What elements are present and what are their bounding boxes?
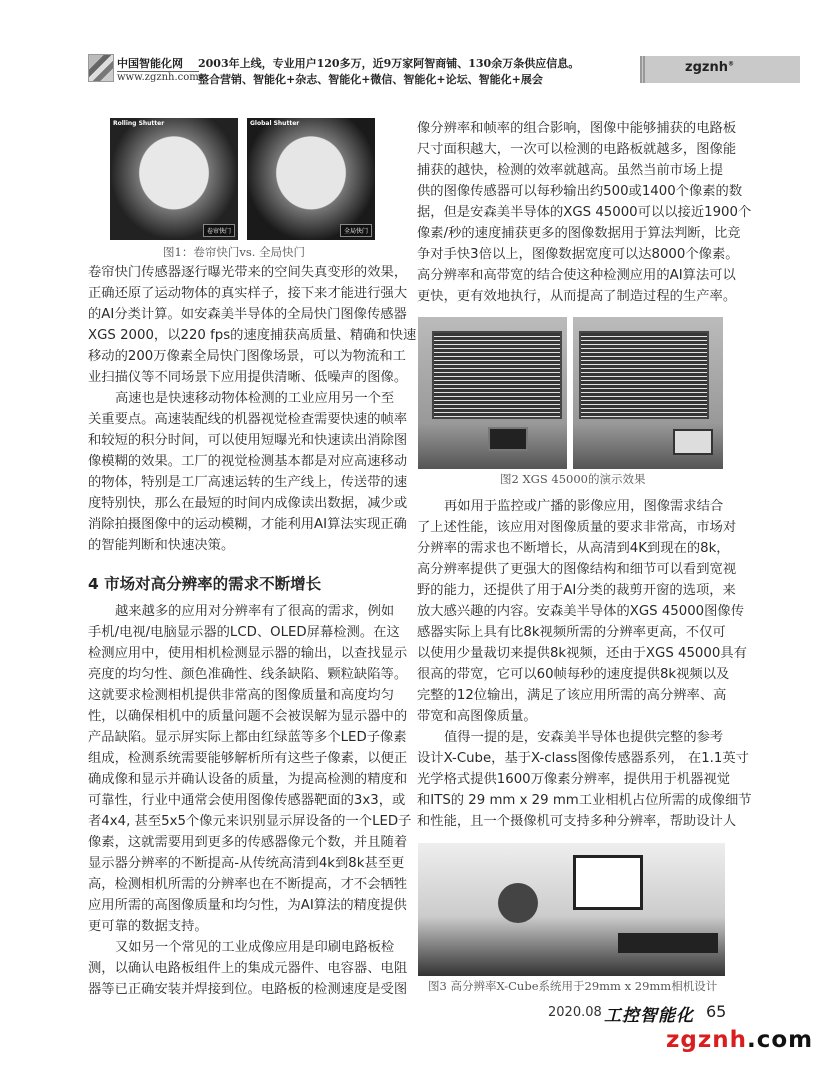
site-name: 中国智能化网 bbox=[117, 57, 183, 70]
header-tagline-2: 整合营销、智能化+杂志、智能化+微信、智能化+论坛、智能化+展会 bbox=[198, 73, 543, 86]
section-heading: 4 市场对高分辨率的需求不断增长 bbox=[88, 575, 322, 593]
text-line: 光学格式提供1600万像素分辨率，提供用于机器视觉 bbox=[417, 772, 731, 787]
monitor bbox=[488, 427, 528, 451]
page-number: 65 bbox=[706, 1002, 727, 1021]
text-line: 像素/秒的速度捕获更多的图像数据用于算法判断，比竞 bbox=[417, 226, 741, 241]
text-line: 争对手快3倍以上，图像数据宽度可以达8000个像素。 bbox=[417, 247, 739, 262]
text-line: 的AI分类计算。如安森美半导体的全局快门图像传感器 bbox=[88, 307, 407, 322]
text-line: 更可靠的数据支持。 bbox=[88, 919, 208, 934]
text-line: 和较短的积分时间，可以使用短曝光和快速读出消除图 bbox=[88, 433, 408, 448]
right-para-2 bbox=[417, 496, 747, 727]
left-para-3 bbox=[88, 601, 412, 937]
text-line: 度特别快，那么在最短的时间内成像读出数据，减少或 bbox=[88, 496, 408, 511]
display-grid bbox=[579, 331, 709, 419]
xgs-demo-photo-2 bbox=[573, 317, 723, 469]
rolling-shutter-title: Rolling Shutter bbox=[113, 120, 165, 127]
brand-box bbox=[640, 56, 800, 83]
text-line: 器等已正确安装并焊接到位。电路板的检测速度是受图 bbox=[88, 982, 408, 997]
site-logo-icon bbox=[88, 54, 114, 82]
site-footer-link[interactable] bbox=[666, 1027, 813, 1053]
brand-name: zgznh bbox=[685, 60, 728, 75]
lamp bbox=[498, 883, 538, 923]
text-line: 再如用于监控或广播的影像应用，图像需求结合 bbox=[444, 499, 724, 514]
text-line: 设计X-Cube，基于X-class图像传感器系列， 在1.1英寸 bbox=[417, 751, 749, 766]
text-line: 这就要求检测相机提供非常高的图像质量和高度均匀 bbox=[88, 688, 394, 703]
rolling-shutter-photo bbox=[110, 118, 238, 240]
text-line: 和ITS的 29 mm x 29 mm工业相机占位所需的成像细节 bbox=[417, 793, 752, 808]
monitor bbox=[573, 855, 643, 910]
text-line: 越来越多的应用对分辨率有了很高的需求，例如 bbox=[115, 604, 395, 619]
left-para-2 bbox=[88, 388, 408, 556]
text-line: 检测应用中，使用相机检测显示器的输出，以查找显示 bbox=[88, 646, 408, 661]
text-line: 供的图像传感器可以每秒输出约500或1400个像素的数 bbox=[417, 184, 743, 199]
text-line: 者4x4, 甚至5x5个像元来识别显示屏设备的一个LED子 bbox=[88, 814, 412, 829]
text-line: 移动的200万像素全局快门图像场景，可以为物流和工 bbox=[88, 349, 406, 364]
text-line: 更快，更有效地执行，从而提高了制造过程的生产率。 bbox=[417, 289, 737, 304]
rolling-shutter-label: 卷帘快门 bbox=[203, 224, 235, 237]
text-line: 亮度的均匀性、颜色准确性、线条缺陷、颗粒缺陷等。 bbox=[88, 667, 408, 682]
left-para-1 bbox=[88, 262, 417, 388]
text-line: 显示器分辨率的不断提高-从传统高清到4k到8k甚至更 bbox=[88, 856, 405, 871]
text-line: 的智能判断和快速决策。 bbox=[88, 538, 235, 553]
header-tagline-1: 2003年上线，专业用户120多万，近9万家阿智商铺、130余万条供应信息。 bbox=[198, 57, 580, 70]
text-line: 分辨率的需求也不断增长，从高清到4K到现在的8k， bbox=[417, 541, 730, 556]
text-line: 关重要点。高速装配线的机器视觉检查需要快速的帧率 bbox=[88, 412, 408, 427]
text-line: 值得一提的是，安森美半导体也提供完整的参考 bbox=[444, 730, 724, 745]
text-line: 感器实际上具有比8k视频所需的分辨率更高，不仅可 bbox=[417, 625, 726, 640]
text-line: 像模糊的效果。工厂的视觉检测基本都是对应高速移动 bbox=[88, 454, 408, 469]
global-shutter-title: Global Shutter bbox=[250, 120, 300, 127]
right-para-3 bbox=[417, 727, 752, 832]
text-line: 应用所需的高图像质量和均匀性，为AI算法的精度提供 bbox=[88, 898, 407, 913]
text-line: 卷帘快门传感器逐行曝光带来的空间失真变形的效果， bbox=[88, 265, 408, 280]
text-line: XGS 2000，以220 fps的速度捕获高质量、精确和快速 bbox=[88, 328, 417, 343]
text-line: 手机/电视/电脑显示器的LCD、OLED屏幕检测。在这 bbox=[88, 625, 400, 640]
figure2-caption: 图2 XGS 45000的演示效果 bbox=[500, 472, 646, 486]
figure1-caption: 图1：卷帘快门vs. 全局快门 bbox=[163, 245, 306, 259]
text-line: 很高的带宽，它可以60帧每秒的速度提供8k视频以及 bbox=[417, 667, 730, 682]
text-line: 组成，检测系统需要能够解析所有这些子像素，以便正 bbox=[88, 751, 408, 766]
site-red: zgznh bbox=[666, 1027, 747, 1053]
global-shutter-label: 全局快门 bbox=[340, 224, 372, 237]
text-line: 像素，这就需要用到更多的传感器像元个数，并且随着 bbox=[88, 835, 408, 850]
text-line: 高速也是快速移动物体检测的工业应用另一个至 bbox=[115, 391, 395, 406]
text-line: 高分辨率提供了更强大的图像结构和细节可以看到宽视 bbox=[417, 562, 737, 577]
site-black: .com bbox=[747, 1027, 813, 1053]
text-line: 产品缺陷。显示屏实际上都由红绿蓝等多个LED子像素 bbox=[88, 730, 407, 745]
left-para-4 bbox=[88, 937, 408, 1000]
display-grid bbox=[432, 331, 562, 419]
text-line: 带宽和高图像质量。 bbox=[417, 709, 537, 724]
text-line: 尺寸面积越大，一次可以检测的电路板就越多，图像能 bbox=[417, 142, 737, 157]
text-line: 捕获的越快，检测的效率就越高。虽然当前市场上提 bbox=[417, 163, 723, 178]
text-line: 了上述性能，该应用对图像质量的要求非常高，市场对 bbox=[417, 520, 737, 535]
brand-mark: ® bbox=[727, 60, 734, 68]
text-line: 以使用少量裁切来提供8k视频，还由于XGS 45000具有 bbox=[417, 646, 747, 661]
text-line: 高分辨率和高带宽的结合使这种检测应用的AI算法可以 bbox=[417, 268, 736, 283]
issue-date: 2020.08 bbox=[548, 1005, 602, 1020]
text-line: 可靠性，行业中通常会使用图像传感器靶面的3x3，或 bbox=[88, 793, 406, 808]
text-line: 像分辨率和帧率的组合影响，图像中能够捕获的电路板 bbox=[417, 121, 737, 136]
text-line: 业扫描仪等不同场景下应用提供清晰、低噪声的图像。 bbox=[88, 370, 408, 385]
text-line: 和性能，且一个摄像机可支持多种分辨率，帮助设计人 bbox=[417, 814, 737, 829]
text-line: 消除拍摄图像中的运动模糊，才能利用AI算法实现正确 bbox=[88, 517, 407, 532]
global-shutter-photo bbox=[247, 118, 375, 240]
text-line: 正确还原了运动物体的真实样子，接下来才能进行强大 bbox=[88, 286, 408, 301]
right-para-1 bbox=[417, 118, 752, 307]
text-line: 的物体，特别是工厂高速运转的生产线上，传送带的速 bbox=[88, 475, 408, 490]
figure3-caption: 图3 高分辨率X-Cube系统用于29mm x 29mm相机设计 bbox=[428, 979, 718, 993]
magazine-logo: 工控智能化 bbox=[604, 1006, 694, 1026]
text-line: 又如另一个常见的工业成像应用是印刷电路板检 bbox=[115, 940, 395, 955]
monitor bbox=[673, 429, 713, 455]
text-line: 确成像和显示并确认设备的质量，为提高检测的精度和 bbox=[88, 772, 408, 787]
text-line: 完整的12位输出，满足了该应用所需的高分辨率、高 bbox=[417, 688, 727, 703]
text-line: 据，但是安森美半导体的XGS 45000可以以接近1900个 bbox=[417, 205, 752, 220]
xgs-demo-photo-1 bbox=[418, 317, 567, 469]
text-line: 野的能力，还提供了用于AI分类的裁剪开窗的选项，来 bbox=[417, 583, 736, 598]
text-line: 性，以确保相机中的质量问题不会被误解为显示器中的 bbox=[88, 709, 408, 724]
text-line: 测，以确认电路板组件上的集成元器件、电容器、电阻 bbox=[88, 961, 408, 976]
text-line: 放大感兴趣的内容。安森美半导体的XGS 45000图像传 bbox=[417, 604, 745, 619]
xcube-system-photo bbox=[418, 843, 725, 976]
keyboard bbox=[618, 933, 718, 953]
site-url[interactable]: www.zgznh.com bbox=[117, 72, 199, 83]
text-line: 高，检测相机所需的分辨率也在不断提高，才不会牺牲 bbox=[88, 877, 408, 892]
